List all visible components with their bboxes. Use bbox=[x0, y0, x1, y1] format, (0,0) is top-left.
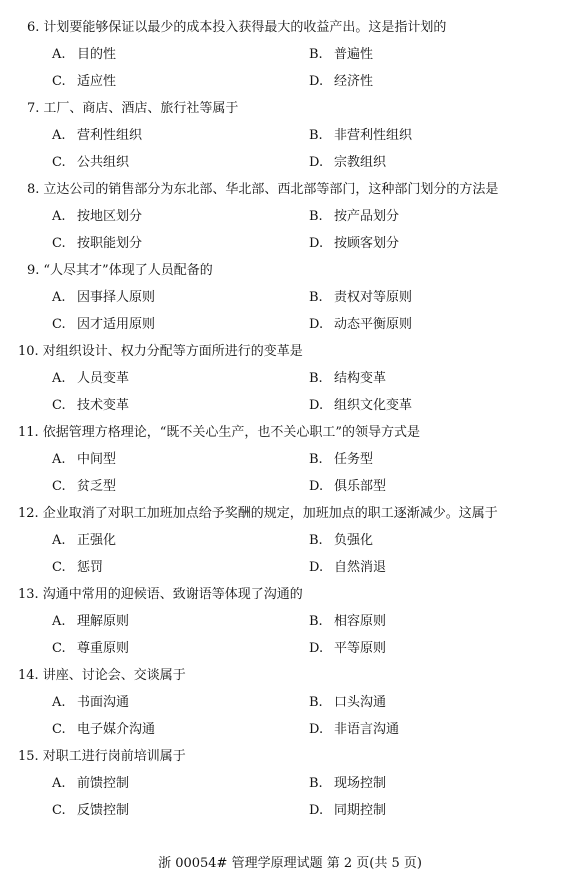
option-d bbox=[309, 803, 386, 819]
option-letter: B. bbox=[309, 128, 323, 143]
option-d bbox=[309, 560, 386, 576]
option-text: 目的性 bbox=[77, 47, 117, 62]
question-stem bbox=[18, 425, 420, 441]
question-text: 对组织设计、权力分配等方面所进行的变革是 bbox=[42, 344, 303, 359]
option-letter: A. bbox=[52, 533, 66, 548]
option-c bbox=[52, 479, 116, 495]
option-a bbox=[52, 290, 155, 306]
option-text: 技术变革 bbox=[77, 398, 130, 413]
option-c bbox=[52, 74, 116, 90]
question-text: 依据管理方格理论，“既不关心生产，也不关心职工”的领导方式是 bbox=[42, 425, 420, 440]
option-letter: A. bbox=[52, 128, 66, 143]
option-a bbox=[52, 452, 116, 468]
option-letter: D. bbox=[309, 479, 324, 494]
question-text: 沟通中常用的迎候语、致谢语等体现了沟通的 bbox=[42, 587, 303, 602]
option-text: 因才适用原则 bbox=[77, 317, 156, 332]
option-text: 惩罚 bbox=[77, 560, 104, 575]
option-a bbox=[52, 695, 129, 711]
option-text: 任务型 bbox=[334, 452, 374, 467]
option-letter: A. bbox=[52, 209, 66, 224]
question-stem bbox=[27, 101, 238, 117]
option-text: 按产品划分 bbox=[334, 209, 400, 224]
question-text: “人尽其才”体现了人员配备的 bbox=[43, 263, 213, 278]
option-letter: C. bbox=[52, 641, 66, 656]
option-text: 按顾客划分 bbox=[334, 236, 400, 251]
option-text: 公共组织 bbox=[77, 155, 130, 170]
option-letter: B. bbox=[309, 533, 323, 548]
option-letter: D. bbox=[309, 641, 324, 656]
option-text: 适应性 bbox=[77, 74, 117, 89]
option-text: 中间型 bbox=[77, 452, 117, 467]
question-8 bbox=[0, 182, 580, 257]
option-b bbox=[309, 614, 386, 630]
option-d bbox=[309, 722, 399, 738]
option-d bbox=[309, 74, 373, 90]
option-letter: B. bbox=[309, 290, 323, 305]
question-text: 工厂、商店、酒店、旅行社等属于 bbox=[43, 101, 239, 116]
option-text: 电子媒介沟通 bbox=[77, 722, 156, 737]
page-footer: 浙 00054# 管理学原理试题 第 2 页(共 5 页) bbox=[158, 856, 422, 871]
option-letter: C. bbox=[52, 155, 66, 170]
question-6 bbox=[0, 20, 580, 95]
option-a bbox=[52, 614, 129, 630]
question-stem bbox=[18, 668, 186, 684]
option-text: 负强化 bbox=[334, 533, 374, 548]
question-number: 14. bbox=[18, 668, 39, 683]
option-letter: C. bbox=[52, 317, 66, 332]
option-d bbox=[309, 155, 386, 171]
option-letter: D. bbox=[309, 722, 324, 737]
option-text: 非语言沟通 bbox=[334, 722, 400, 737]
question-13 bbox=[0, 587, 580, 662]
option-text: 动态平衡原则 bbox=[334, 317, 413, 332]
option-a bbox=[52, 371, 129, 387]
option-letter: C. bbox=[52, 722, 66, 737]
option-c bbox=[52, 641, 129, 657]
option-text: 前馈控制 bbox=[77, 776, 130, 791]
option-letter: A. bbox=[52, 614, 66, 629]
question-text: 计划要能够保证以最少的成本投入获得最大的收益产出。这是指计划的 bbox=[43, 20, 447, 35]
option-d bbox=[309, 641, 386, 657]
option-letter: C. bbox=[52, 560, 66, 575]
option-letter: D. bbox=[309, 74, 324, 89]
option-text: 现场控制 bbox=[334, 776, 387, 791]
option-c bbox=[52, 155, 129, 171]
option-text: 普遍性 bbox=[334, 47, 374, 62]
question-9 bbox=[0, 263, 580, 338]
option-c bbox=[52, 398, 129, 414]
option-letter: C. bbox=[52, 74, 66, 89]
option-letter: A. bbox=[52, 290, 66, 305]
option-d bbox=[309, 398, 412, 414]
option-text: 宗教组织 bbox=[334, 155, 387, 170]
option-text: 自然消退 bbox=[334, 560, 387, 575]
option-text: 平等原则 bbox=[334, 641, 387, 656]
option-letter: B. bbox=[309, 47, 323, 62]
question-text: 立达公司的销售部分为东北部、华北部、西北部等部门，这种部门划分的方法是 bbox=[43, 182, 499, 197]
option-letter: A. bbox=[52, 371, 66, 386]
question-stem bbox=[18, 587, 303, 603]
question-number: 11. bbox=[18, 425, 39, 440]
option-text: 组织文化变革 bbox=[334, 398, 413, 413]
question-stem bbox=[27, 20, 446, 36]
option-letter: D. bbox=[309, 803, 324, 818]
option-text: 责权对等原则 bbox=[334, 290, 413, 305]
option-text: 口头沟通 bbox=[334, 695, 387, 710]
option-letter: A. bbox=[52, 47, 66, 62]
question-number: 13. bbox=[18, 587, 39, 602]
option-letter: C. bbox=[52, 398, 66, 413]
question-text: 对职工进行岗前培训属于 bbox=[42, 749, 186, 764]
question-number: 6. bbox=[27, 20, 40, 35]
question-stem bbox=[18, 749, 186, 765]
question-11 bbox=[0, 425, 580, 500]
option-b bbox=[309, 452, 373, 468]
option-b bbox=[309, 533, 373, 549]
option-letter: C. bbox=[52, 479, 66, 494]
question-stem bbox=[18, 506, 498, 522]
option-letter: D. bbox=[309, 155, 324, 170]
option-text: 结构变革 bbox=[334, 371, 387, 386]
option-letter: A. bbox=[52, 695, 66, 710]
option-text: 正强化 bbox=[77, 533, 117, 548]
option-letter: B. bbox=[309, 776, 323, 791]
question-number: 7. bbox=[27, 101, 40, 116]
option-letter: B. bbox=[309, 452, 323, 467]
option-b bbox=[309, 290, 412, 306]
option-text: 尊重原则 bbox=[77, 641, 130, 656]
option-letter: A. bbox=[52, 452, 66, 467]
option-c bbox=[52, 236, 142, 252]
question-number: 12. bbox=[18, 506, 39, 521]
question-number: 10. bbox=[18, 344, 39, 359]
option-text: 理解原则 bbox=[77, 614, 130, 629]
question-number: 8. bbox=[27, 182, 40, 197]
option-c bbox=[52, 722, 155, 738]
option-b bbox=[309, 695, 386, 711]
option-text: 贫乏型 bbox=[77, 479, 117, 494]
question-15 bbox=[0, 749, 580, 824]
option-letter: B. bbox=[309, 371, 323, 386]
option-d bbox=[309, 317, 412, 333]
question-10 bbox=[0, 344, 580, 419]
option-c bbox=[52, 803, 129, 819]
question-number: 9. bbox=[27, 263, 40, 278]
option-letter: D. bbox=[309, 236, 324, 251]
option-text: 经济性 bbox=[334, 74, 374, 89]
option-text: 人员变革 bbox=[77, 371, 130, 386]
question-stem bbox=[18, 344, 303, 360]
option-text: 营利性组织 bbox=[77, 128, 143, 143]
question-stem bbox=[27, 263, 213, 279]
option-a bbox=[52, 776, 129, 792]
option-b bbox=[309, 47, 373, 63]
question-stem bbox=[27, 182, 498, 198]
option-letter: B. bbox=[309, 695, 323, 710]
option-a bbox=[52, 533, 116, 549]
option-text: 非营利性组织 bbox=[334, 128, 413, 143]
option-d bbox=[309, 479, 386, 495]
option-text: 相容原则 bbox=[334, 614, 387, 629]
option-text: 按地区划分 bbox=[77, 209, 143, 224]
option-letter: D. bbox=[309, 560, 324, 575]
option-letter: B. bbox=[309, 209, 323, 224]
option-letter: C. bbox=[52, 236, 66, 251]
option-letter: D. bbox=[309, 398, 324, 413]
option-b bbox=[309, 371, 386, 387]
option-letter: A. bbox=[52, 776, 66, 791]
option-text: 同期控制 bbox=[334, 803, 387, 818]
question-text: 讲座、讨论会、交谈属于 bbox=[42, 668, 186, 683]
question-14 bbox=[0, 668, 580, 743]
question-12 bbox=[0, 506, 580, 581]
option-text: 因事择人原则 bbox=[77, 290, 156, 305]
option-text: 反馈控制 bbox=[77, 803, 130, 818]
option-b bbox=[309, 209, 399, 225]
option-letter: D. bbox=[309, 317, 324, 332]
option-text: 俱乐部型 bbox=[334, 479, 387, 494]
option-d bbox=[309, 236, 399, 252]
option-c bbox=[52, 560, 103, 576]
option-a bbox=[52, 128, 142, 144]
option-text: 书面沟通 bbox=[77, 695, 130, 710]
option-letter: B. bbox=[309, 614, 323, 629]
option-a bbox=[52, 209, 142, 225]
option-c bbox=[52, 317, 155, 333]
question-7 bbox=[0, 101, 580, 176]
option-letter: C. bbox=[52, 803, 66, 818]
option-b bbox=[309, 128, 412, 144]
option-a bbox=[52, 47, 116, 63]
question-text: 企业取消了对职工加班加点给予奖酬的规定，加班加点的职工逐渐减少。这属于 bbox=[42, 506, 498, 521]
option-text: 按职能划分 bbox=[77, 236, 143, 251]
question-number: 15. bbox=[18, 749, 39, 764]
option-b bbox=[309, 776, 386, 792]
